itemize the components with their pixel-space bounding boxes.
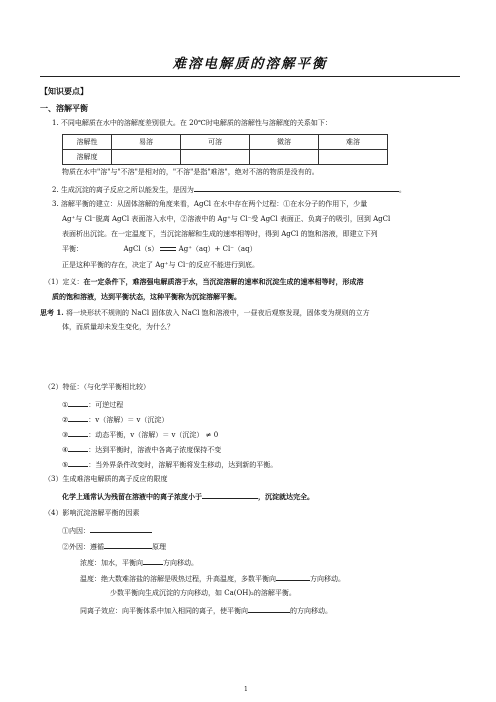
factor-outer-label: ②外因：遵循 [62,543,104,551]
section-dissolution-equilibrium: 一、溶解平衡 [40,103,88,113]
answer-blank[interactable] [68,429,88,437]
equilibrium-arrow-icon [160,246,176,252]
feature-text: ：v（溶解）＝ v（沉淀） [88,416,169,424]
factors-heading: （4）影响沉淀溶解平衡的因素 [44,509,140,517]
feature-text: ：当外界条件改变时，溶解平衡将发生移动，达到新的平衡。 [88,461,278,469]
factor-outer [62,541,166,552]
answer-blank[interactable] [104,541,152,549]
answer-blank[interactable] [143,557,163,565]
title-bar [40,52,460,77]
temperature-text-a: 温度：绝大数难溶盐的溶解是吸热过程，升高温度，多数平衡向 [80,575,276,583]
feature-item [62,414,168,425]
feature-number: ③ [62,431,69,439]
think-text: 将一块形状不规则的 NaCl 固体放入 NaCl 饱和溶液中，一昼夜后观察发现，固体变为规则的立方 [65,309,370,317]
table-cell [319,150,388,165]
feature-item [62,429,218,440]
definition-line-1 [44,277,363,287]
table-cell [250,150,319,165]
common-ion-text-a: 同离子效应：向平衡体系中加入相同的离子，使平衡向 [80,607,248,615]
table-cell: 易溶 [112,135,181,150]
equation-label: 平衡： [62,245,83,253]
table-row [63,150,388,165]
answer-blank[interactable] [68,459,88,467]
definition-text: 在一定条件下，难溶强电解质溶于水，当沉淀溶解的速率和沉淀生成的速率相等时，形成溶 [83,277,364,286]
factor-inner [62,525,152,536]
concentration-text-b: 方向移动。 [163,559,198,567]
answer-blank[interactable] [276,573,310,581]
factor-temperature [80,573,345,584]
feature-item [62,399,123,410]
para-1-note: 物质在水中"溶"与"不溶"是相对的，"不溶"是指"难溶"，绝对不溶的物质是没有的。 [62,168,319,176]
think-line-1 [40,308,370,318]
feature-number: ① [62,401,69,409]
para-3-line-1: 3. 溶解平衡的建立：从固体溶解的角度来看，AgCl 在水中存在两个过程：①在水分子的作用下，少量 [52,200,368,208]
limit-text-b: ，沉淀就达完全。 [258,492,314,501]
table-cell: 难溶 [319,135,388,150]
think-label: 思考 1. [40,308,64,317]
limit-line [62,491,314,501]
concentration-text-a: 浓度：加水，平衡向 [80,559,143,567]
answer-blank[interactable] [90,525,152,533]
factor-outer-end: 原理 [152,543,166,551]
features-heading: （2）特征：（与化学平衡相比较） [44,383,150,391]
equation-right: Ag⁺（aq）+ Cl⁻（aq） [178,245,257,253]
common-ion-text-b: 的方向移动。 [290,607,332,615]
feature-text: ：可逆过程 [88,401,124,409]
page-title: 难溶电解质的溶解平衡 [172,56,328,72]
para-3-line-3: 表面析出沉淀。在一定温度下，当沉淀溶解和生成的速率相等时，得到 AgCl 的饱和溶液，即建立下列 [62,230,378,238]
feature-number: ④ [62,446,69,454]
feature-number: ② [62,416,69,424]
temperature-text-b: 方向移动。 [310,575,345,583]
para-3-line-2: Ag⁺与 Cl⁻脱离 AgCl 表面溶入水中，②溶液中的 Ag⁺与 Cl⁻受 AgCl 表面正、负离子的吸引，回到 AgCl [62,215,391,223]
equation-left: AgCl（s） [123,245,159,253]
answer-blank[interactable] [68,399,88,407]
table-cell: 溶解度 [63,150,112,165]
knowledge-heading: 【知识要点】 [40,86,88,96]
definition-line-2: 质的饱和溶液，达到平衡状态，这种平衡称为沉淀溶解平衡。 [52,292,241,301]
factor-inner-label: ①内因： [62,527,90,535]
solubility-table [62,134,388,165]
limit-text-a: 化学上通常认为残留在溶液中的离子浓度小于 [62,492,202,501]
table-cell [112,150,181,165]
factor-concentration [80,557,198,568]
answer-blank[interactable] [68,444,88,452]
table-row [63,135,388,150]
factor-temperature-note: 少数平衡向生成沉淀的方向移动，如 Ca(OH)₂的溶解平衡。 [110,589,296,597]
para-1: 1. 不同电解质在水中的溶解度差别很大。在 20℃时电解质的溶解性与溶解度的关系如下： [52,119,332,127]
para-2-text: 2. 生成沉淀的离子反应之所以能发生，是因为 [52,186,194,194]
answer-blank[interactable] [194,184,399,192]
limit-heading: （3）生成难溶电解质的离子反应的限度 [44,475,168,483]
answer-blank[interactable] [202,491,258,499]
table-cell [181,150,250,165]
table-cell: 微溶 [250,135,319,150]
para-3-line-4 [62,245,257,254]
factor-common-ion [80,605,332,616]
feature-item [62,444,221,455]
para-2 [52,184,406,195]
feature-text: ：动态平衡，v（溶解）＝ v（沉淀） ≠ 0 [88,431,219,439]
para-3-line-5: 正是这种平衡的存在，决定了 Ag⁺与 Cl⁻的反应不能进行到底。 [62,261,259,269]
table-cell: 溶解性 [63,135,112,150]
feature-text: ：达到平衡时，溶液中各离子浓度保持不变 [88,446,222,454]
think-line-2: 体，而质量却未发生变化，为什么？ [62,323,174,331]
table-cell: 可溶 [181,135,250,150]
feature-number: ⑤ [62,461,69,469]
answer-blank[interactable] [68,414,88,422]
answer-blank[interactable] [248,605,290,613]
page-number: 1 [244,686,248,693]
definition-label: （1）定义： [44,278,84,286]
para-2-end: 。 [398,186,406,194]
feature-item [62,459,277,470]
